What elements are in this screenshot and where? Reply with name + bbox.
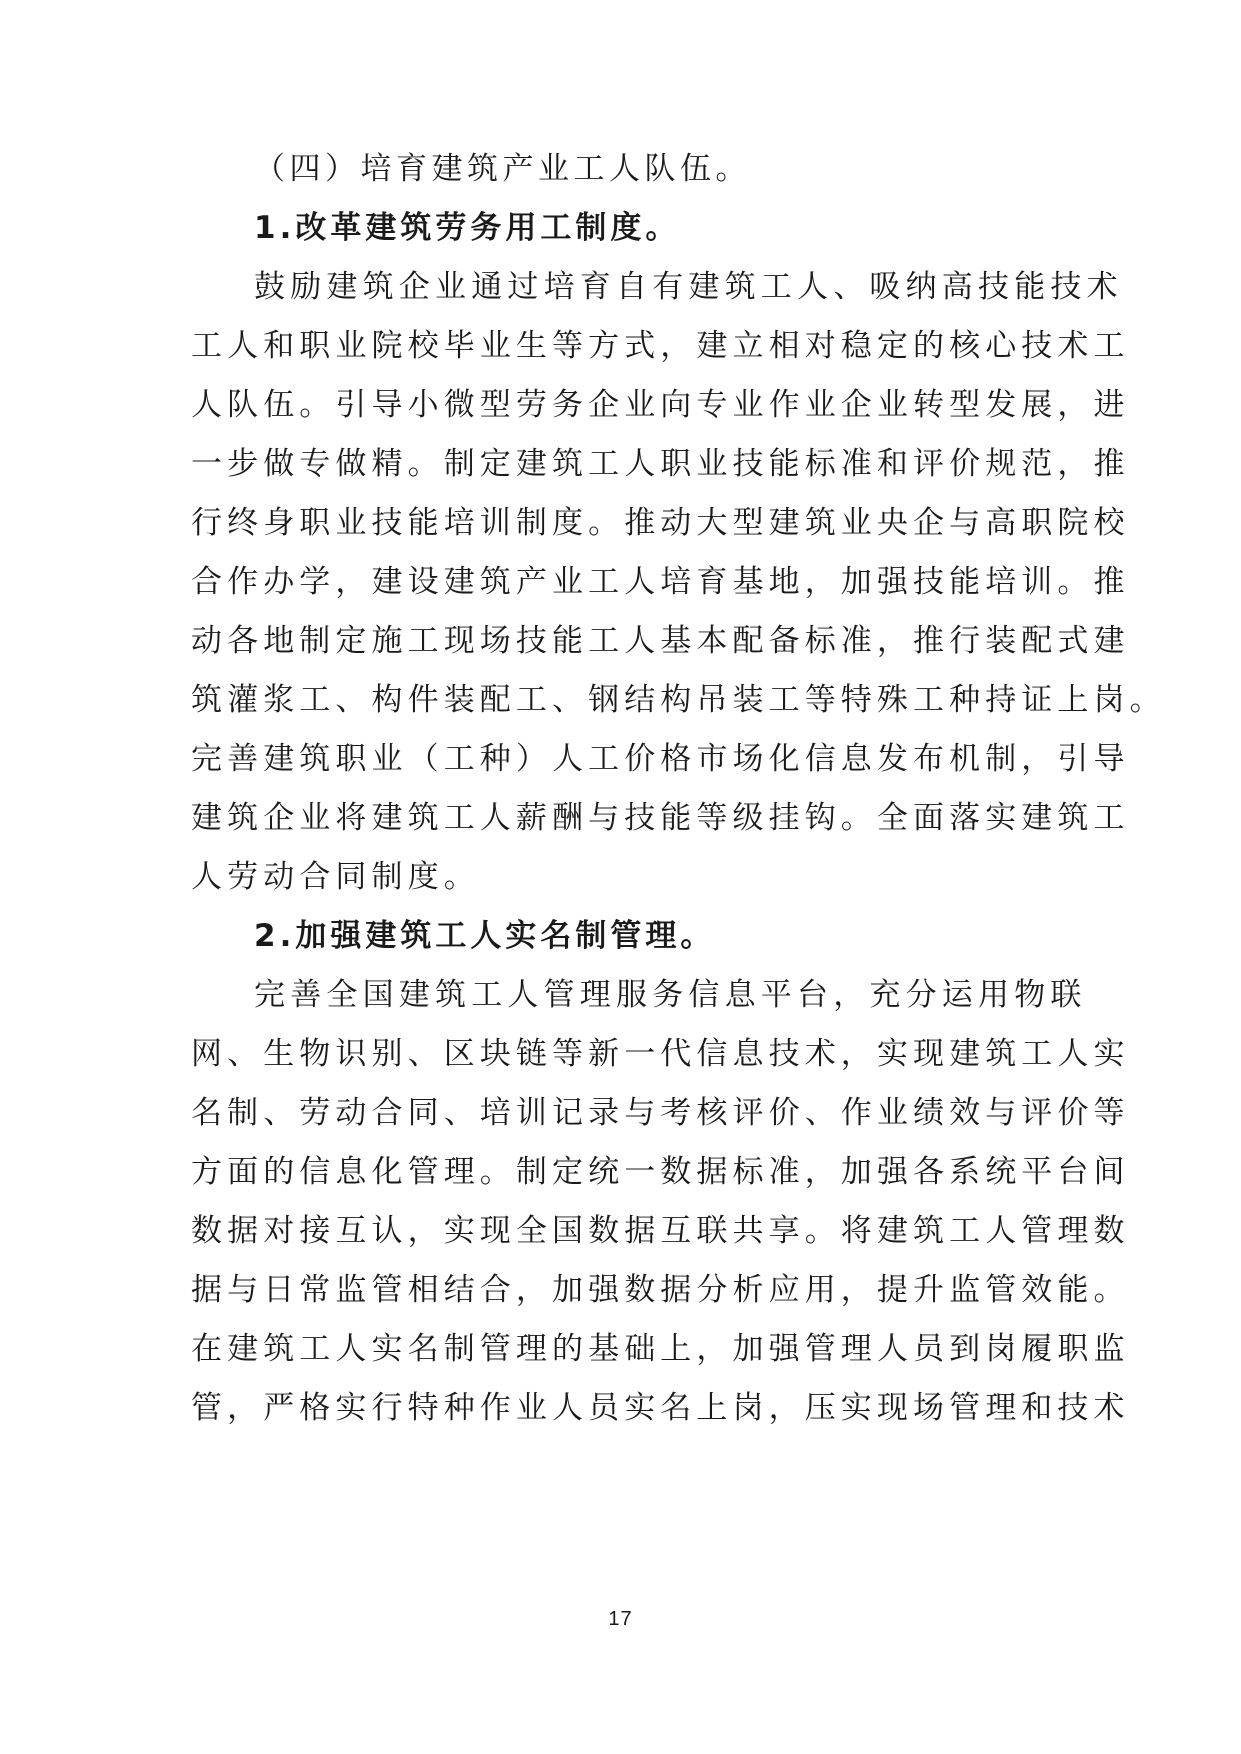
paragraph-line: 数据对接互认，实现全国数据互联共享。将建筑工人管理数 — [191, 1213, 1130, 1249]
paragraph-line: 合作办学，建设建筑产业工人培育基地，加强技能培训。推 — [191, 564, 1130, 600]
paragraph-line: 动各地制定施工现场技能工人基本配备标准，推行装配式建 — [191, 623, 1130, 659]
page-number: 17 — [608, 1608, 633, 1630]
paragraph-line: 方面的信息化管理。制定统一数据标准，加强各系统平台间 — [191, 1154, 1130, 1190]
paragraph-line: 鼓励建筑企业通过培育自有建筑工人、吸纳高技能技术 — [254, 269, 1123, 305]
section-heading: （四）培育建筑产业工人队伍。 — [254, 151, 751, 187]
paragraph-line: 筑灌浆工、构件装配工、钢结构吊装工等特殊工种持证上岗。 — [191, 682, 1166, 718]
paragraph-line: 管，严格实行特种作业人员实名上岗，压实现场管理和技术 — [191, 1390, 1130, 1426]
paragraph-line: 完善建筑职业（工种）人工价格市场化信息发布机制，引导 — [191, 741, 1130, 777]
paragraph-line: 名制、劳动合同、培训记录与考核评价、作业绩效与评价等 — [191, 1095, 1130, 1131]
paragraph-line: 一步做专做精。制定建筑工人职业技能标准和评价规范，推 — [191, 446, 1130, 482]
paragraph-line: 在建筑工人实名制管理的基础上，加强管理人员到岗履职监 — [191, 1331, 1130, 1367]
paragraph-line: 网、生物识别、区块链等新一代信息技术，实现建筑工人实 — [191, 1036, 1130, 1072]
paragraph-line: 行终身职业技能培训制度。推动大型建筑业央企与高职院校 — [191, 505, 1130, 541]
paragraph-line: 工人和职业院校毕业生等方式，建立相对稳定的核心技术工 — [191, 328, 1130, 364]
subsection-heading-2: 2.加强建筑工人实名制管理。 — [254, 918, 716, 954]
paragraph-line: 据与日常监管相结合，加强数据分析应用，提升监管效能。 — [191, 1272, 1130, 1308]
paragraph-line: 完善全国建筑工人管理服务信息平台，充分运用物联 — [254, 977, 1087, 1013]
paragraph-line: 人队伍。引导小微型劳务企业向专业作业企业转型发展，进 — [191, 387, 1130, 423]
paragraph-line: 人劳动合同制度。 — [191, 859, 480, 895]
subsection-heading-1: 1.改革建筑劳务用工制度。 — [254, 210, 681, 246]
paragraph-line: 建筑企业将建筑工人薪酬与技能等级挂钩。全面落实建筑工 — [191, 800, 1130, 836]
